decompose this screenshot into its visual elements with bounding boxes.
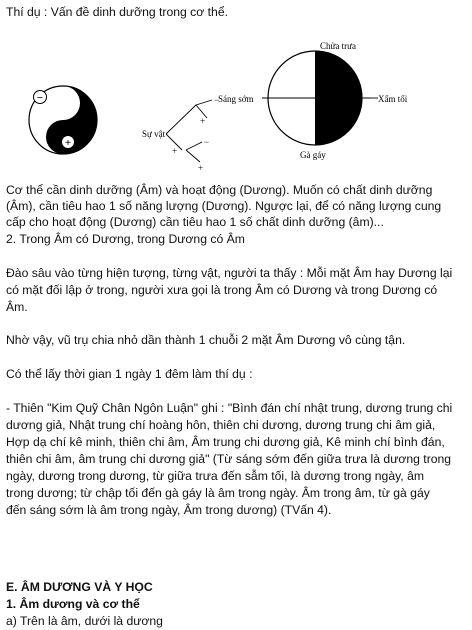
para3: Nhờ vậy, vũ trụ chia nhỏ dần thành 1 chuỗi 2 mặt Âm Dương vô cùng tận. xyxy=(6,333,406,347)
para5-line-5: ngày, dương trong dương, từ giữa trưa đến sẫm tối, là dương trong ngày, âm xyxy=(6,469,425,483)
para5-line-6: trong dương; từ chập tối đến gà gáy là âm trong ngày. Âm trong âm, từ gà gáy xyxy=(6,486,430,500)
yang-sign: + xyxy=(64,137,72,149)
para5-line-3: Hợp dạ chí kê minh, thiên chi âm, Âm trung chi dương giả, Kê minh chí bình đán, xyxy=(6,435,445,449)
day-cycle-circle xyxy=(262,51,370,145)
yin-sign: − xyxy=(36,92,44,104)
para4: Có thể lấy thời gian 1 ngày 1 đêm làm thí dụ : xyxy=(6,367,253,381)
para1-line-4: 2. Trong Âm có Dương, trong Dương có Âm xyxy=(6,232,245,246)
para5-line-2: dương giả, Nhật trung chí hoàng hôn, thiên chi dương, dương trung chi âm giả, xyxy=(6,418,436,432)
example-heading: Thí dụ : Vấn đề dinh dưỡng trong cơ thể. xyxy=(6,5,228,19)
label-sang-som: Sáng sớm xyxy=(218,94,254,104)
para5-line-4: thiên chi âm, âm trung chi dương giả" (Từ sáng sớm đến giữa trưa là dương trong xyxy=(6,452,452,466)
para5-line-7: đến sáng sớm là âm trong ngày, Âm trong dương) (TVấn 4). xyxy=(6,503,332,517)
label-chua-trua: Chửa trưa xyxy=(320,41,356,51)
branch-sign-top-plus: + xyxy=(200,116,206,126)
branch-sign-top-minus: − xyxy=(214,95,220,105)
para1-line-1: Cơ thể cần dinh dưỡng (Âm) và hoạt động (Dương). Muốn có chất dinh dưỡng xyxy=(6,183,433,197)
para2-line-2: có mặt đối lập ở trong, người xưa gọi là trong Âm có Dương và trong Dương có xyxy=(6,283,438,297)
branch-sign-bottom-minus: − xyxy=(204,137,210,147)
para2-line-3: Âm. xyxy=(6,300,28,314)
para1-line-2: (Âm), cần tiêu hao 1 số năng lượng (Dương). Ngược lại, để có năng lượng cung xyxy=(6,199,442,213)
para1-line-3: cấp cho hoạt động (Dương) cần tiêu hao 1 số chất dinh dưỡng (âm)... xyxy=(6,215,384,229)
item-a: a) Trên là âm, dưới là dương xyxy=(6,614,163,628)
branch-sign-mid-plus: + xyxy=(172,146,178,156)
branch-sign-bottom-plus: + xyxy=(198,163,204,173)
su-vat-label: Sự vật xyxy=(142,129,166,139)
section-title: E. ÂM DƯƠNG VÀ Y HỌC xyxy=(6,580,153,594)
para5-line-1: - Thiên "Kim Quỹ Chân Ngôn Luận" ghi : "Bình đán chí nhật trung, dương trung chi xyxy=(6,401,453,415)
subsection-title: 1. Âm dương và cơ thể xyxy=(6,597,140,611)
yin-yang-diagram xyxy=(0,22,472,197)
label-ga-gay: Gà gáy xyxy=(300,150,326,160)
label-xam-toi: Xẩm tối xyxy=(378,94,408,104)
para2-line-1: Đào sâu vào từng hiện tượng, từng vật, người ta thấy : Mỗi mặt Âm hay Dương lại xyxy=(6,266,453,280)
